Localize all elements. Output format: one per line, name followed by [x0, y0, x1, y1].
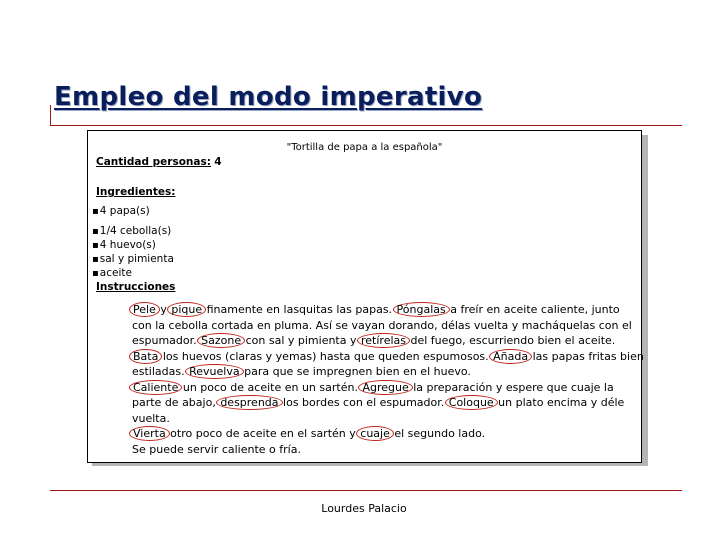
- bottom-divider: [50, 490, 682, 491]
- imperative-verb: Pele: [129, 302, 160, 317]
- servings-value: 4: [214, 156, 222, 168]
- footer-author: Lourdes Palacio: [321, 502, 407, 515]
- instruction-text: otro poco de aceite en el sartén y: [166, 427, 360, 440]
- imperative-verb: Sazone: [197, 333, 245, 348]
- recipe-box: [87, 130, 642, 463]
- imperative-verb: desprenda: [216, 395, 282, 410]
- instruction-text: un poco de aceite en un sartén.: [179, 380, 362, 394]
- instruction-line: [132, 302, 632, 318]
- instruction-text: con sal y pimienta y: [242, 334, 360, 347]
- imperative-verb: Revuelva: [185, 364, 243, 379]
- instruction-line: [132, 318, 632, 334]
- instruction-text: parte de abajo,: [132, 396, 220, 409]
- ingredient-item: ▪ 4 papa(s): [92, 205, 150, 217]
- title-accent-line: [50, 105, 51, 126]
- servings-label: Cantidad personas:: [96, 156, 211, 168]
- ingredient-item: ▪ 4 huevo(s): [92, 239, 156, 251]
- instruction-line: [132, 380, 632, 396]
- instruction-text: el segundo lado.: [390, 427, 486, 440]
- instructions-body: [132, 302, 644, 457]
- instruction-text: y: [156, 303, 171, 316]
- servings-row: [96, 156, 222, 168]
- instruction-text: del fuego, escurriendo bien el aceite.: [407, 334, 616, 347]
- instruction-text: los bordes con el espumador.: [279, 396, 448, 409]
- imperative-verb: Caliente: [129, 380, 182, 395]
- instruction-text: la preparación y espere que cuaje la: [409, 380, 614, 394]
- instruction-line: [132, 411, 632, 427]
- imperative-verb: Póngalas: [393, 302, 450, 317]
- slide-title: Empleo del modo imperativo: [54, 82, 483, 112]
- instruction-text: vuelta.: [132, 411, 170, 425]
- instruction-line: [132, 442, 632, 458]
- imperative-verb: Vierta: [129, 426, 170, 441]
- instruction-text: un plato encima y déle: [494, 396, 625, 409]
- instruction-text: a freír en aceite caliente, junto: [446, 303, 620, 316]
- ingredient-item: ▪ aceite: [92, 267, 132, 279]
- instruction-text: para que se impregnen bien en el huevo.: [240, 365, 471, 378]
- recipe-title: "Tortilla de papa a la española": [286, 142, 443, 153]
- instruction-line: [132, 426, 632, 442]
- ingredient-item: ▪ 1/4 cebolla(s): [92, 225, 171, 237]
- instructions-label: Instrucciones: [96, 281, 176, 293]
- instruction-text: Se puede servir caliente o fría.: [132, 442, 301, 456]
- imperative-verb: Bata: [129, 349, 162, 364]
- imperative-verb: Agregue: [358, 380, 412, 395]
- imperative-verb: retírelas: [357, 333, 410, 348]
- imperative-verb: Añada: [489, 349, 532, 364]
- instruction-text: los huevos (claras y yemas) hasta que queden espumosos.: [159, 349, 493, 363]
- imperative-verb: Coloque: [445, 395, 498, 410]
- instruction-line: [132, 395, 632, 411]
- instruction-line: [132, 333, 632, 349]
- instruction-text: finamente en lasquitas las papas.: [203, 303, 396, 316]
- top-divider: [50, 125, 682, 126]
- imperative-verb: pique: [167, 302, 206, 317]
- instruction-text: con la cebolla cortada en pluma. Así se vayan dorando, délas vuelta y macháquelas con el: [132, 318, 632, 332]
- instruction-text: espumador.: [132, 334, 201, 347]
- ingredients-label: Ingredientes:: [96, 186, 176, 198]
- instruction-line: [132, 364, 632, 380]
- imperative-verb: cuaje: [356, 426, 394, 441]
- instruction-text: estiladas.: [132, 365, 189, 378]
- ingredient-item: ▪ sal y pimienta: [92, 253, 174, 265]
- instruction-line: [132, 349, 644, 365]
- instruction-text: las papas fritas bien: [529, 349, 644, 363]
